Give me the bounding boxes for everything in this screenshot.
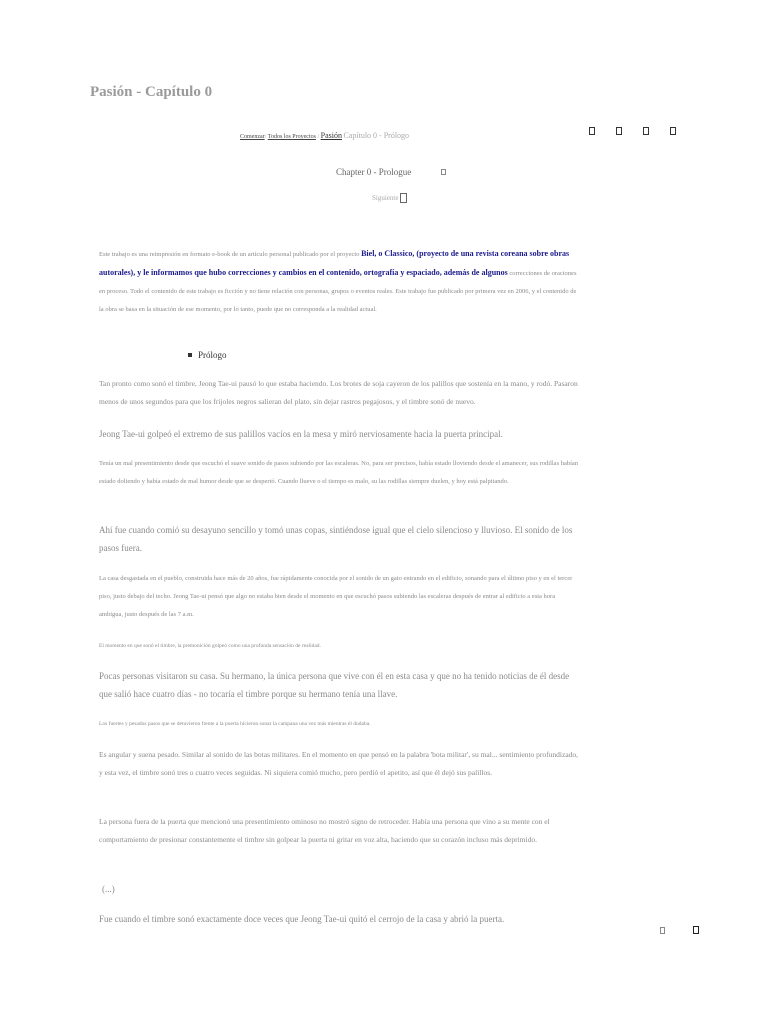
- intro-text-continued: correcciones de oraciones en proceso. Todo el contenido de este trabajo es ficción y no tiene relación con personas, grupos o eventos reales. Este trabajo fue publicado por primera vez en 2006, y el contenido de la obra se basa en la situación de ese momento, por lo tanto, puede que no corresponda a la realidad actual.: [99, 270, 577, 313]
- story-paragraph: Fue cuando el timbre sonó exactamente doce veces que Jeong Tae-ui quitó el cerrojo de la casa y abrió la puerta.: [99, 914, 505, 924]
- breadcrumb-projects-link[interactable]: Todos los Proyectos: [267, 134, 316, 140]
- square-icon: [670, 127, 676, 135]
- page-title: Pasión - Capítulo 0: [90, 84, 213, 100]
- toolbar-button-3[interactable]: [640, 124, 652, 138]
- breadcrumb-home-link[interactable]: Comenzar: [240, 134, 265, 140]
- toc-item-label: Prólogo: [198, 350, 227, 360]
- breadcrumb-series-link[interactable]: Pasión: [320, 131, 342, 140]
- story-paragraph: Ahí fue cuando comió su desayuno sencillo y tomó unas copas, sintiéndose igual que el cielo silencioso y lluvioso. El sonido de los pasos fuera.: [99, 525, 573, 553]
- square-icon[interactable]: [693, 926, 699, 934]
- dropdown-icon: [441, 169, 446, 175]
- toc-item[interactable]: [188, 350, 227, 360]
- story-paragraph: Los fuertes y pesados pasos que se detuvieron frente a la puerta hicieron sonar la campana una vez más mientras él dudaba.: [99, 721, 371, 727]
- square-icon: [400, 193, 407, 203]
- next-label: Siguiente: [372, 194, 399, 202]
- intro-text: Este trabajo es una reimpresión en formato e-book de un artículo personal publicado por el proyecto: [99, 251, 362, 258]
- intro-paragraph: [99, 245, 579, 319]
- toolbar: [586, 124, 679, 138]
- breadcrumb-separator: /: [315, 134, 321, 140]
- story-paragraph: El momento en que sonó el timbre, la premonición golpeó como una profunda sensación de realidad.: [99, 643, 321, 649]
- story-paragraph: Tan pronto como sonó el timbre, Jeong Tae-ui pausó lo que estaba haciendo. Los brotes de soja cayeron de los palillos que sostenía en la mano, y rodó. Pasaron menos de unos segundos para que los frijoles negros salieran del plato, sin dejar rastros pegajosos, y el timbre sonó de nuevo.: [99, 379, 578, 406]
- story-paragraph: Jeong Tae-ui golpeó el extremo de sus palillos vacíos en la mesa y miró nerviosamente hacia la puerta principal.: [99, 429, 503, 439]
- square-icon: [643, 127, 649, 135]
- toolbar-button-1[interactable]: [586, 124, 598, 138]
- square-icon: [616, 127, 622, 135]
- square-icon[interactable]: [660, 927, 665, 934]
- breadcrumb-separator: /: [264, 134, 268, 140]
- intro-highlight: Biel, o Classico, (proyecto de una revista coreana sobre obras autorales), y le informamos que hubo correcciones y cambios en el contenido, ortografía y espaciado, además de algunos: [99, 249, 570, 277]
- breadcrumb-current: Capítulo 0 - Prólogo: [343, 131, 410, 140]
- toolbar-button-4[interactable]: [667, 124, 679, 138]
- story-paragraph: Tenía un mal presentimiento desde que escuchó el suave sonido de pasos subiendo por las escaleras. No, para ser precisos, había estado lloviendo desde el amanecer, sus rodillas habían estado doliendo y había estado de mal humor desde que se despertó. Cuando llueve o el tiempo es malo, su las rodillas siempre duelen, y hoy está palpitando.: [99, 460, 579, 485]
- story-paragraph: Es angular y suena pesado. Similar al sonido de las botas militares. En el momento en que pensó en la palabra 'bota militar', su mal... sentimiento profundizado, y esta vez, el timbre sonó tres o cuatro veces seguidas. Ni siquiera comió mucho, pero perdió el apetito, así que él dejó sus palillos.: [99, 750, 579, 777]
- next-chapter-link[interactable]: [372, 193, 407, 203]
- chapter-select[interactable]: [336, 167, 446, 177]
- chapter-select-value: Chapter 0 - Prologue: [336, 167, 412, 177]
- story-paragraph: La persona fuera de la puerta que mencionó una presentimiento ominoso no mostró signo de retroceder. Había una persona que vino a su mente con el comportamiento de presionar constantemente el timbre sin golpear la puerta ni gritar en voz alta, haciendo que su corazón incluso más deprimido.: [99, 817, 550, 844]
- story-paragraph: Pocas personas visitaron su casa. Su hermano, la única persona que vive con él en esta casa y que no ha tenido noticias de él desde que salió hace cuatro días - no tocaría el timbre porque su hermano tenía una llave.: [99, 671, 570, 699]
- bottom-controls: [660, 926, 699, 934]
- toolbar-button-2[interactable]: [613, 124, 625, 138]
- story-paragraph: (...): [102, 884, 115, 894]
- breadcrumb: [240, 131, 409, 140]
- square-icon: [589, 127, 595, 135]
- bullet-icon: [188, 353, 192, 357]
- story-paragraph: La casa desgastada en el pueblo, construida hace más de 20 años, fue rápidamente conocida por el sonido de un gato entrando en el edificio, sonando para el último piso y en el tercer piso, justo debajo del techo. Jeong Tae-ui pensó que algo no estaba bien desde el momento en que escuchó pasos subiendo las escaleras después de entrar al edificio a esta hora ambigua, justo después de las 7 a.m.: [99, 575, 573, 618]
